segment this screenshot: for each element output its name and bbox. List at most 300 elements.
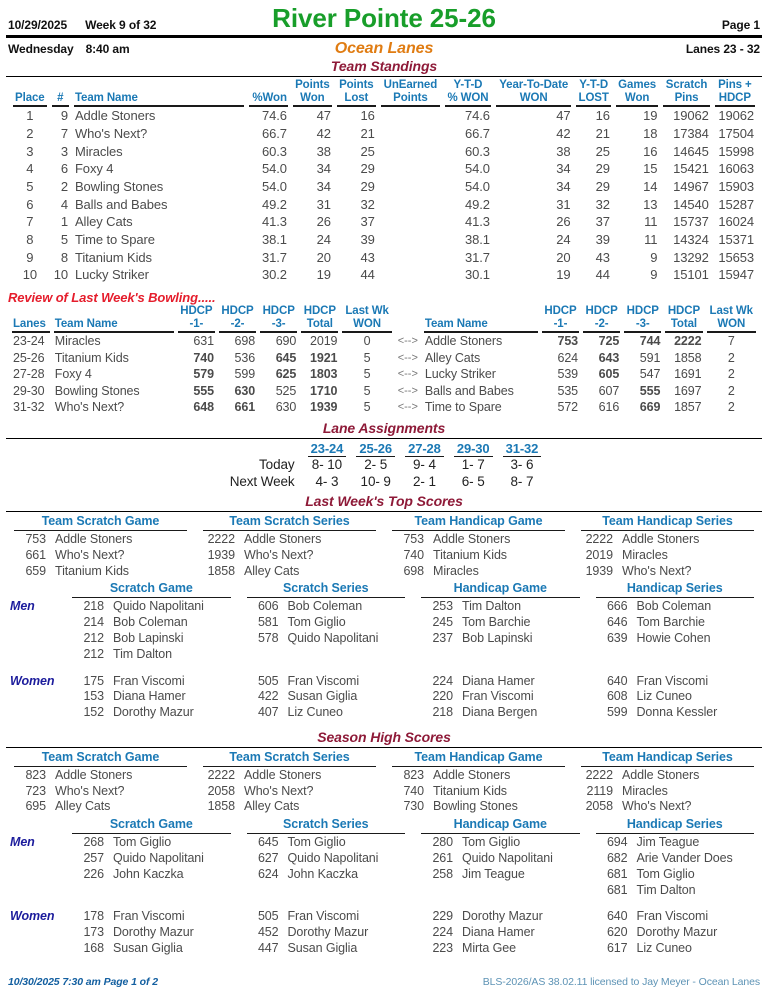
points-won-cell: 19 — [316, 267, 331, 283]
score-name: Tom Giglio — [287, 614, 346, 629]
scratch-pins-cell: 19062 — [673, 108, 709, 124]
review-header — [12, 305, 756, 333]
sheet-date: 10/29/2025 — [8, 18, 68, 33]
score-name: Quido Napolitani — [113, 850, 204, 865]
score-row — [243, 689, 410, 705]
date-week — [8, 18, 272, 32]
score-column-header: Team Scratch Series — [203, 514, 376, 531]
left-g2-cell: 630 — [234, 383, 256, 398]
team-handicap-series-col — [577, 514, 758, 579]
lane-pair-header: 25-26 — [356, 441, 395, 457]
ytd-lost-cell: 25 — [595, 143, 610, 159]
score-name: Bob Lapinski — [462, 630, 533, 645]
score-row — [592, 851, 759, 867]
right-total-cell: 1858 — [674, 350, 702, 365]
score-row — [199, 799, 380, 815]
league-time: 8:40 am — [85, 42, 130, 57]
score-name: John Kaczka — [287, 866, 358, 881]
score-row — [417, 631, 584, 647]
score-value: 823 — [403, 767, 424, 782]
score-row — [199, 548, 380, 564]
scratch-pins-cell: 15421 — [673, 161, 709, 177]
score-row — [243, 674, 410, 690]
games-won-cell: 11 — [644, 214, 658, 230]
left-team-cell: Who's Next? — [54, 400, 125, 415]
team-number-cell: 9 — [60, 108, 68, 124]
standings-divider — [6, 76, 762, 77]
page-subheader — [8, 40, 760, 58]
standings-row — [13, 231, 755, 249]
unearned-points-cell — [381, 249, 440, 267]
right-g1-cell: 624 — [557, 350, 579, 365]
place-cell: 3 — [26, 143, 34, 159]
left-won-cell: 5 — [363, 383, 371, 398]
score-name: Tom Barchie — [462, 614, 531, 629]
score-name: Tom Giglio — [287, 834, 346, 849]
points-won-cell: 34 — [316, 179, 331, 195]
score-value: 224 — [432, 925, 453, 940]
score-row — [199, 784, 380, 800]
score-name: Addle Stoners — [433, 531, 511, 546]
score-name: Bob Coleman — [287, 599, 363, 614]
left-team-cell: Titanium Kids — [54, 350, 129, 365]
score-value: 698 — [403, 563, 424, 578]
team-number-cell: 2 — [60, 179, 68, 195]
score-row — [10, 799, 191, 815]
ytd-lost-cell: 16 — [595, 108, 610, 124]
score-column-header: Scratch Series — [247, 581, 406, 598]
score-value: 640 — [606, 673, 628, 688]
standings-row — [13, 160, 755, 178]
left-total-cell: 1939 — [309, 400, 338, 415]
score-name: Miracles — [433, 563, 479, 578]
ytd-won-cell: 31 — [556, 196, 571, 212]
score-column-header: Handicap Series — [596, 817, 755, 834]
versus-arrow: <--> — [397, 384, 418, 397]
footer-print-info: 10/30/2025 7:30 am Page 1 of 2 — [8, 976, 158, 988]
ytd-pct-cell: 49.2 — [464, 196, 490, 212]
right-g3-cell: 744 — [639, 334, 661, 349]
score-name: Susan Giglia — [287, 689, 358, 704]
place-cell: 7 — [26, 214, 34, 230]
right-g2-cell: 616 — [598, 400, 620, 415]
season-scores-title: Season High Scores — [317, 729, 451, 746]
score-column-header: Handicap Game — [421, 581, 580, 598]
team-name-cell: Miracles — [74, 143, 123, 159]
score-value: 1858 — [207, 563, 235, 578]
left-g2-cell: 536 — [234, 350, 256, 365]
left-total-cell: 1710 — [309, 383, 338, 398]
versus-arrow: <--> — [397, 335, 418, 348]
ytd-pct-cell: 66.7 — [464, 126, 490, 142]
ytd-won-cell: 34 — [556, 161, 571, 177]
score-row — [592, 909, 759, 925]
score-name: Dorothy Mazur — [636, 925, 718, 940]
score-row — [417, 674, 584, 690]
review-row — [12, 383, 756, 400]
next-week-matchup: 2- 1 — [413, 473, 436, 489]
score-name: Titanium Kids — [55, 563, 129, 578]
standings-section-title: Team Standings — [330, 58, 438, 75]
right-g2-cell: 607 — [598, 383, 620, 398]
left-g3-cell: 690 — [275, 334, 297, 349]
score-column-header: Handicap Game — [421, 817, 580, 834]
score-row — [199, 564, 380, 580]
left-won-cell: 0 — [363, 334, 371, 349]
right-total-cell: 2222 — [674, 334, 702, 349]
score-name: Mirta Gee — [462, 941, 516, 956]
points-lost-cell: 21 — [360, 126, 375, 142]
review-row — [12, 333, 756, 350]
next-week-label: Next Week — [229, 473, 295, 489]
team-handicap-game-col — [388, 514, 569, 579]
score-value: 1939 — [207, 547, 235, 562]
score-value: 659 — [25, 563, 46, 578]
score-name: Miracles — [622, 783, 668, 798]
score-row — [68, 867, 235, 883]
team-number-cell: 4 — [60, 196, 68, 212]
right-g1-cell: 753 — [557, 334, 579, 349]
col-right-hdcp2: HDCP -2- — [583, 305, 620, 333]
col-lanes: Lanes — [12, 305, 50, 333]
scratch-pins-cell: 14540 — [673, 196, 709, 212]
score-row — [68, 689, 235, 705]
score-row — [417, 925, 584, 941]
last-week-divider — [6, 511, 762, 512]
lanes-cell: 25-26 — [13, 350, 45, 365]
score-value: 168 — [83, 941, 104, 956]
right-team-cell: Alley Cats — [424, 350, 481, 365]
score-row — [388, 564, 569, 580]
today-row — [227, 457, 542, 474]
page-footer — [8, 976, 760, 988]
score-name: Diana Hamer — [462, 925, 535, 940]
left-won-cell: 5 — [363, 350, 371, 365]
score-row — [388, 548, 569, 564]
ytd-lost-cell: 44 — [595, 267, 610, 283]
col-pins-hdcp: Pins + HDCP — [715, 79, 755, 107]
score-name: Quido Napolitani — [287, 850, 379, 865]
score-row — [592, 631, 759, 647]
score-value: 2058 — [585, 799, 613, 814]
score-row — [417, 941, 584, 957]
score-row — [10, 532, 191, 548]
score-value: 218 — [83, 599, 104, 614]
right-total-cell: 1857 — [674, 400, 702, 415]
score-column-header: Team Handicap Series — [581, 750, 754, 767]
ytd-lost-cell: 29 — [595, 161, 610, 177]
score-row — [592, 674, 759, 690]
score-value: 223 — [432, 941, 453, 956]
col-points-won: Points Won — [293, 79, 332, 107]
points-won-cell: 26 — [316, 214, 331, 230]
score-row — [577, 564, 758, 580]
right-g3-cell: 555 — [639, 383, 661, 398]
score-name: Diana Hamer — [113, 689, 186, 704]
score-row — [388, 532, 569, 548]
page-header — [8, 5, 760, 32]
place-cell: 2 — [26, 126, 34, 142]
score-row — [592, 705, 759, 721]
team-number-cell: 10 — [53, 267, 68, 283]
lanes-cell: 31-32 — [13, 400, 45, 415]
pct-won-cell: 41.3 — [262, 214, 287, 230]
col-games-won: Games Won — [616, 79, 659, 107]
points-lost-cell: 16 — [360, 108, 375, 124]
score-value: 753 — [25, 531, 46, 546]
points-won-cell: 38 — [316, 143, 331, 159]
season-individual-scores — [8, 817, 760, 957]
lane-pair-header: 23-24 — [308, 441, 347, 457]
ytd-pct-cell: 60.3 — [464, 143, 490, 159]
col-left-lastwk-won: Last Wk WON — [342, 305, 391, 333]
lanes-cell: 29-30 — [13, 383, 45, 398]
left-won-cell: 5 — [363, 367, 371, 382]
league-day: Wednesday — [8, 42, 74, 57]
score-value: 695 — [25, 799, 46, 814]
score-name: Bob Coleman — [113, 614, 188, 629]
right-won-cell: 2 — [727, 383, 735, 398]
pins-hdcp-cell: 19062 — [718, 108, 754, 124]
score-name: Bob Coleman — [636, 599, 712, 614]
games-won-cell: 15 — [643, 161, 658, 177]
score-name: Addle Stoners — [433, 767, 511, 782]
bowling-center-name: Ocean Lanes — [334, 40, 434, 58]
right-won-cell: 2 — [727, 367, 735, 382]
col-right-hdcp-total: HDCP Total — [665, 305, 702, 333]
unearned-points-cell — [381, 160, 440, 178]
score-value: 505 — [257, 673, 279, 688]
scratch-pins-cell: 15101 — [673, 267, 709, 283]
col-place: Place — [13, 79, 47, 107]
score-name: Liz Cuneo — [636, 689, 692, 704]
ytd-pct-cell: 41.3 — [464, 214, 490, 230]
score-row — [417, 851, 584, 867]
score-row — [592, 689, 759, 705]
pct-won-cell: 30.2 — [262, 267, 287, 283]
score-row — [68, 851, 235, 867]
score-row — [68, 925, 235, 941]
score-row — [243, 705, 410, 721]
score-row — [68, 615, 235, 631]
left-g1-cell: 555 — [193, 383, 214, 398]
next-week-matchup: 10- 9 — [360, 473, 391, 489]
right-g3-cell: 591 — [639, 350, 661, 365]
lane-assignments-title: Lane Assignments — [322, 419, 446, 436]
place-cell: 1 — [26, 108, 34, 124]
score-row — [417, 909, 584, 925]
score-row — [68, 599, 235, 615]
last-week-individual-scores — [8, 581, 760, 721]
score-name: Liz Cuneo — [636, 941, 692, 956]
games-won-cell: 11 — [644, 232, 658, 248]
score-column-header: Scratch Series — [247, 817, 406, 834]
team-number-cell: 1 — [60, 214, 68, 230]
score-value: 175 — [83, 673, 104, 688]
score-value: 212 — [83, 630, 104, 645]
unearned-points-cell — [381, 143, 440, 161]
pins-hdcp-cell: 15371 — [718, 232, 754, 248]
ytd-lost-cell: 29 — [595, 179, 610, 195]
place-cell: 9 — [26, 249, 34, 265]
team-name-cell: Foxy 4 — [74, 161, 114, 177]
score-row — [577, 768, 758, 784]
today-matchup: 3- 6 — [510, 456, 534, 472]
unearned-points-cell — [381, 125, 440, 143]
score-row — [68, 705, 235, 721]
score-value: 153 — [83, 689, 104, 704]
standings-table — [8, 79, 760, 284]
score-value: 753 — [403, 531, 424, 546]
place-cell: 6 — [26, 196, 34, 212]
col-team-name: Team Name — [74, 79, 244, 107]
left-g1-cell: 648 — [193, 400, 214, 415]
team-name-cell: Balls and Babes — [74, 196, 168, 212]
score-name: Arie Vander Does — [636, 850, 733, 865]
col-right-lastwk-won: Last Wk WON — [707, 305, 757, 333]
left-total-cell: 2019 — [309, 334, 338, 349]
score-row — [243, 867, 410, 883]
score-row — [388, 799, 569, 815]
score-name: Tim Dalton — [462, 599, 521, 614]
score-row — [68, 674, 235, 690]
score-value: 627 — [257, 850, 279, 865]
score-row — [417, 867, 584, 883]
ytd-won-cell: 34 — [556, 179, 571, 195]
review-row — [12, 350, 756, 367]
score-row — [592, 867, 759, 883]
score-value: 682 — [606, 850, 628, 865]
score-value: 447 — [257, 941, 279, 956]
score-column-header: Handicap Series — [596, 581, 755, 598]
scratch-pins-cell: 14645 — [673, 143, 709, 159]
score-name: Tom Giglio — [462, 834, 521, 849]
score-value: 253 — [432, 599, 453, 614]
pins-hdcp-cell: 16024 — [718, 214, 754, 230]
score-row — [592, 835, 759, 851]
right-total-cell: 1691 — [674, 367, 702, 382]
right-total-cell: 1697 — [674, 383, 702, 398]
score-name: Who's Next? — [55, 783, 125, 798]
unearned-points-cell — [381, 231, 440, 249]
score-row — [592, 615, 759, 631]
right-g2-cell: 605 — [598, 367, 620, 382]
score-value: 730 — [403, 799, 424, 814]
score-name: Who's Next? — [244, 547, 314, 562]
games-won-cell: 13 — [643, 196, 658, 212]
ytd-lost-cell: 37 — [595, 214, 610, 230]
score-value: 578 — [257, 630, 279, 645]
pins-hdcp-cell: 16063 — [718, 161, 754, 177]
right-won-cell: 2 — [727, 400, 735, 415]
score-name: Jim Teague — [462, 866, 525, 881]
season-team-scores — [8, 750, 760, 815]
ytd-pct-cell: 30.1 — [464, 267, 490, 283]
score-value: 258 — [432, 866, 453, 881]
score-name: Dorothy Mazur — [113, 705, 194, 720]
score-value: 606 — [257, 599, 279, 614]
lanes-cell: 27-28 — [13, 367, 45, 382]
score-name: Quido Napolitani — [287, 630, 379, 645]
score-name: Diana Bergen — [462, 705, 538, 720]
col-arrow-spacer — [396, 305, 420, 333]
score-name: Alley Cats — [244, 799, 300, 814]
col-scratch-pins: Scratch Pins — [663, 79, 709, 107]
score-row — [68, 835, 235, 851]
score-value: 646 — [606, 614, 628, 629]
score-value: 681 — [606, 866, 628, 881]
points-won-cell: 31 — [316, 196, 331, 212]
ytd-pct-cell: 54.0 — [464, 161, 490, 177]
ytd-pct-cell: 54.0 — [464, 179, 490, 195]
score-value: 229 — [432, 909, 453, 924]
women-label: Women — [10, 909, 55, 924]
games-won-cell: 14 — [643, 179, 658, 195]
points-lost-cell: 25 — [360, 143, 375, 159]
team-number-cell: 8 — [60, 249, 68, 265]
col-ytd-lost: Y-T-D LOST — [576, 79, 610, 107]
next-week-matchup: 6- 5 — [461, 473, 485, 489]
score-value: 617 — [606, 941, 628, 956]
team-handicap-game-col — [388, 750, 569, 815]
score-name: Liz Cuneo — [287, 705, 343, 720]
next-week-row — [227, 474, 542, 491]
versus-arrow: <--> — [397, 401, 418, 414]
points-won-cell: 24 — [316, 232, 331, 248]
points-won-cell: 47 — [316, 108, 331, 124]
score-name: Tom Giglio — [113, 834, 172, 849]
col-pct-won: %Won — [249, 79, 288, 107]
score-name: Alley Cats — [244, 563, 300, 578]
standings-row — [13, 125, 755, 143]
score-row — [10, 564, 191, 580]
score-name: Donna Kessler — [636, 705, 718, 720]
score-row — [577, 548, 758, 564]
score-row — [68, 631, 235, 647]
team-number-cell: 7 — [60, 126, 68, 142]
unearned-points-cell — [381, 266, 440, 284]
score-value: 224 — [432, 673, 453, 688]
today-matchup: 9- 4 — [413, 456, 436, 472]
score-value: 226 — [83, 866, 104, 881]
score-value: 212 — [83, 646, 104, 661]
left-g2-cell: 599 — [234, 367, 256, 382]
ytd-won-cell: 20 — [556, 249, 571, 265]
score-value: 2019 — [585, 547, 613, 562]
pct-won-cell: 74.6 — [262, 108, 287, 124]
standings-row — [13, 266, 755, 284]
ytd-won-cell: 19 — [556, 267, 571, 283]
pct-won-cell: 38.1 — [262, 232, 287, 248]
score-name: Fran Viscomi — [113, 909, 185, 924]
score-column-header: Team Handicap Series — [581, 514, 754, 531]
score-row — [592, 925, 759, 941]
left-team-cell: Foxy 4 — [54, 367, 92, 382]
score-name: Susan Giglia — [287, 941, 358, 956]
score-column-header: Team Scratch Series — [203, 750, 376, 767]
points-lost-cell: 29 — [360, 161, 375, 177]
score-name: Bowling Stones — [433, 799, 518, 814]
pct-won-cell: 31.7 — [262, 249, 287, 265]
left-team-cell: Miracles — [54, 334, 101, 349]
score-row — [68, 909, 235, 925]
unearned-points-cell — [381, 196, 440, 214]
score-value: 740 — [403, 783, 424, 798]
lane-assignments-divider — [6, 438, 762, 439]
score-value: 599 — [606, 705, 628, 720]
next-week-matchup: 8- 7 — [510, 473, 534, 489]
pct-won-cell: 60.3 — [262, 143, 287, 159]
